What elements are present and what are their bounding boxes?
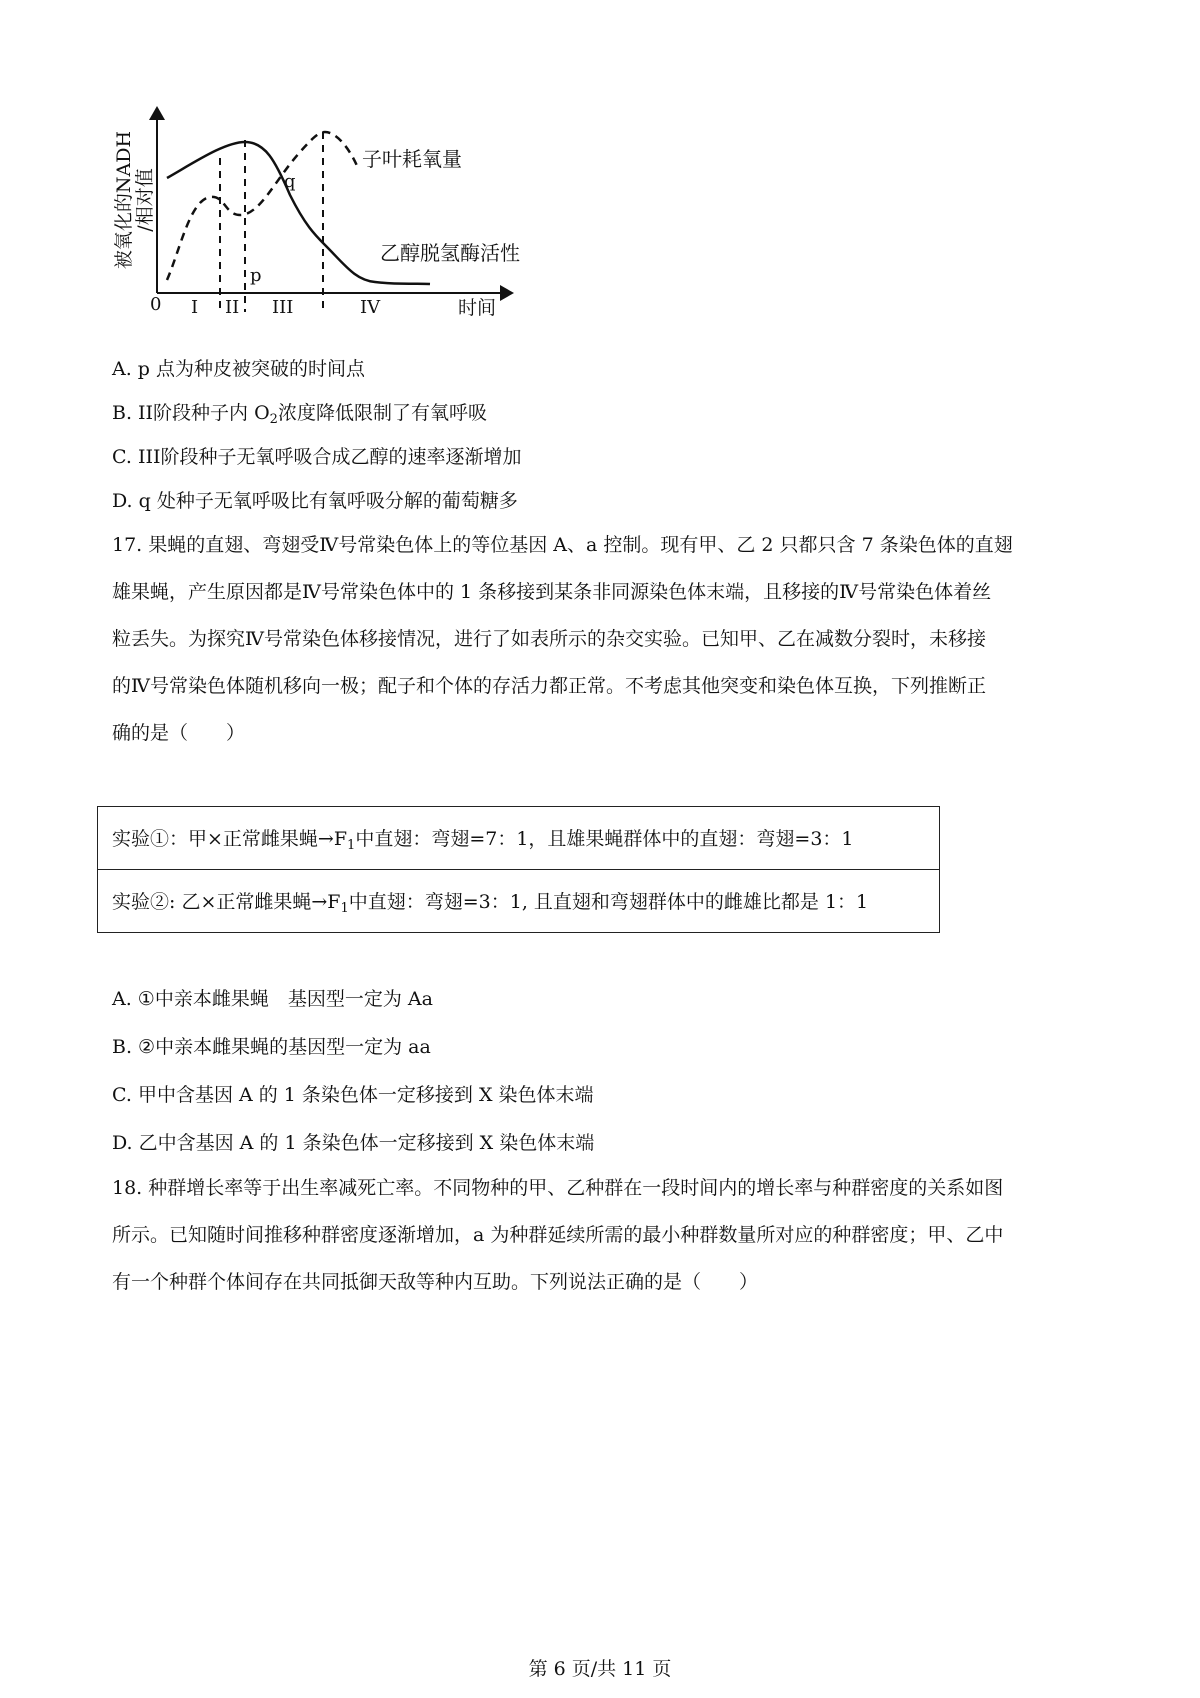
q17-line-3: 粒丢失。为探究Ⅳ号常染色体移接情况，进行了如表所示的杂交实验。已知甲、乙在减数分裂时，未移接	[112, 628, 986, 650]
oxygen-curve-label: 子叶耗氧量	[362, 147, 462, 171]
q16-option-b-text: B. II阶段种子内 O	[112, 402, 270, 424]
q17-option-c: C. 甲中含基因 A 的 1 条染色体一定移接到 X 染色体末端	[112, 1084, 594, 1106]
q16-option-d: D. q 处种子无氧呼吸比有氧呼吸分解的葡萄糖多	[112, 490, 518, 512]
q17-line-5: 确的是（ ）	[112, 722, 246, 744]
exp2-rest: 中直翅：弯翅=3：1, 且直翅和弯翅群体中的雌雄比都是 1：1	[348, 890, 869, 913]
q18-line-3: 有一个种群个体间存在共同抵御天敌等种内互助。下列说法正确的是（ ）	[112, 1271, 759, 1293]
enzyme-curve-label: 乙醇脱氢酶活性	[380, 241, 520, 265]
point-q-label: q	[284, 171, 296, 192]
q16-option-b	[112, 400, 487, 433]
table-row	[98, 807, 940, 870]
exp2-text: 实验②: 乙×正常雌果蝇→F	[112, 890, 341, 913]
q17-line-2: 雄果蝇，产生原因都是Ⅳ号常染色体中的 1 条移接到某条非同源染色体末端，且移接的Ⅳ号常染色体着丝	[112, 581, 992, 603]
q16-option-b-subscript: 2	[269, 412, 278, 427]
q17-option-b: B. ②中亲本雌果蝇的基因型一定为 aa	[112, 1036, 431, 1058]
experiment-1-cell	[98, 807, 940, 870]
exp2-subscript: 1	[340, 900, 349, 916]
stage-label-2: II	[225, 297, 240, 318]
x-axis-label: 时间	[458, 297, 497, 319]
table-row	[98, 870, 940, 933]
page-footer: 第 6 页/共 11 页	[528, 1658, 672, 1680]
origin-label: 0	[150, 294, 162, 315]
point-p-label: p	[250, 265, 262, 286]
q16-option-b-rest: 浓度降低限制了有氧呼吸	[277, 402, 487, 424]
y-axis-label-line1: 被氧化的NADH	[113, 130, 135, 270]
q17-line-4: 的Ⅳ号常染色体随机移向一极；配子和个体的存活力都正常。不考虑其他突变和染色体互换，下列推断正	[112, 675, 986, 697]
experiment-table	[97, 806, 940, 933]
oxygen-consumption-curve	[167, 132, 358, 280]
exp1-subscript: 1	[347, 837, 356, 853]
q17-line-1: 17. 果蝇的直翅、弯翅受Ⅳ号常染色体上的等位基因 A、a 控制。现有甲、乙 2 只都只含 7 条染色体的直翅	[112, 534, 1013, 556]
q17-option-a: A. ①中亲本雌果蝇 基因型一定为 Aa	[112, 988, 433, 1010]
q18-line-2: 所示。已知随时间推移种群密度逐渐增加，a 为种群延续所需的最小种群数量所对应的种群密度；甲、乙中	[112, 1224, 1004, 1246]
q17-stem	[112, 522, 1102, 757]
exp1-text: 实验①：甲×正常雌果蝇→F	[112, 827, 348, 850]
y-axis-label-line2: /相对值	[134, 168, 156, 232]
stage-label-4: IV	[360, 297, 381, 318]
q18-stem	[112, 1165, 1102, 1306]
stage-label-3: III	[272, 297, 294, 318]
q16-option-a: A. p 点为种皮被突破的时间点	[112, 358, 366, 380]
experiment-2-cell	[98, 870, 940, 933]
exp1-rest: 中直翅：弯翅=7：1，且雄果蝇群体中的直翅：弯翅=3：1	[355, 827, 854, 850]
q18-line-1: 18. 种群增长率等于出生率减死亡率。不同物种的甲、乙种群在一段时间内的增长率与种群密度的关系如图	[112, 1177, 1004, 1199]
nadh-figure	[100, 100, 570, 360]
stage-label-1: I	[191, 297, 199, 318]
q17-option-d: D. 乙中含基因 A 的 1 条染色体一定移接到 X 染色体末端	[112, 1132, 595, 1154]
q16-option-c: C. III阶段种子无氧呼吸合成乙醇的速率逐渐增加	[112, 446, 522, 468]
